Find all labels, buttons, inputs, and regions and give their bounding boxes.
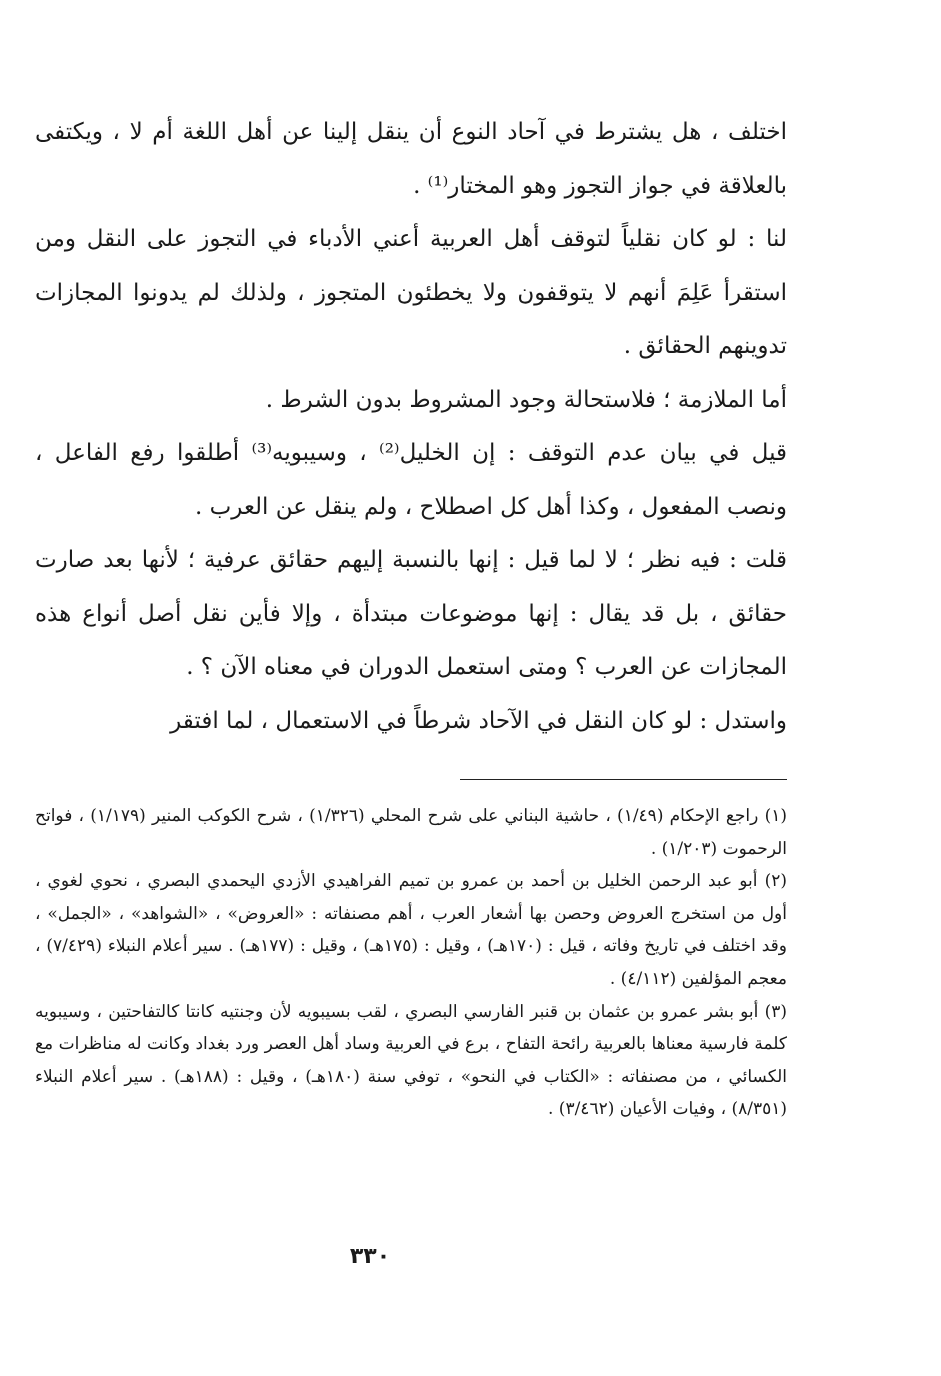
- paragraph-3: أما الملازمة ؛ فلاستحالة وجود المشروط بدون الشرط .: [265, 386, 787, 413]
- footnote-3: (٣) أبو بشر عمرو بن عثمان بن قنبر الفارسي البصري ، لقب بسيبويه لأن وجنتيه كانتا كالتفاحتين ، وسيبويه كلمة فارسية معناها بالعربية رائحة التفاح ، برع في العربية وساد أهل العصر ورد بغداد وكانت له مناظرات مع الكسائي ، من مصنفاته : «الكتاب في النحو» ، توفي سنة (١٨٠هـ) ، وقيل : (١٨٨هـ) . سير أعلام النبلاء (٨/٣٥١) ، وفيات الأعيان (٣/٤٦٢) .: [35, 1001, 787, 1120]
- footnote-2: (٢) أبو عبد الرحمن الخليل بن أحمد بن عمرو بن تميم الفراهيدي الأزدي اليحمدي البصري ، نحوي لغوي ، أول من استخرج العروض وحصن بها أشعار العرب ، أهم مصنفاته : «العروض» ، «الشواهد» ، «الجمل» ، وقد اختلف في تاريخ وفاته ، قيل : (١٧٠هـ) ، وقيل : (١٧٥هـ) ، وقيل : (١٧٧هـ) . سير أعلام النبلاء (٧/٤٢٩) ، معجم المؤلفين (٤/١١٢) .: [35, 871, 787, 989]
- paragraph-1: اختلف ، هل يشترط في آحاد النوع أن ينقل إلينا عن أهل اللغة أم لا ، ويكتفى بالعلاقة في جواز التجوز وهو المختار⁽¹⁾ .: [35, 119, 787, 199]
- footnote-divider: [460, 779, 787, 780]
- main-text-block: [35, 106, 787, 748]
- paragraph-5: قلت : فيه نظر ؛ لا لما قيل : إنها بالنسبة إليهم حقائق عرفية ؛ لأنها بعد صارت حقائق ، بل قد يقال : إنها موضوعات مبتدأة ، وإلا فأين نقل أصل أنواع هذه المجازات عن العرب ؟ ومتى استعمل الدوران في معناه الآن ؟ .: [35, 547, 787, 680]
- paragraph-2: لنا : لو كان نقلياً لتوقف أهل العربية أعني الأدباء في التجوز على النقل ومن استقرأ عَلِمَ أنهم لا يتوقفون ولا يخطئون المتجوز ، ولذلك لم يدونوا المجازات تدوينهم الحقائق .: [35, 226, 787, 359]
- footnote-1: (١) راجع الإحكام (١/٤٩) ، حاشية البناني على شرح المحلي (١/٣٢٦) ، شرح الكوكب المنير (١/١٧٩) ، فواتح الرحموت (١/٢٠٣) .: [35, 806, 787, 859]
- paragraph-4: قيل في بيان عدم التوقف : إن الخليل⁽²⁾ ، وسيبويه⁽³⁾ أطلقوا رفع الفاعل ، ونصب المفعول ، وكذا أهل كل اصطلاح ، ولم ينقل عن العرب .: [35, 440, 787, 520]
- paragraph-6: واستدل : لو كان النقل في الآحاد شرطاً في الاستعمال ، لما افتقر: [170, 707, 787, 734]
- footnotes-block: [35, 800, 787, 1126]
- page-number: ٣٣٠: [349, 1244, 391, 1269]
